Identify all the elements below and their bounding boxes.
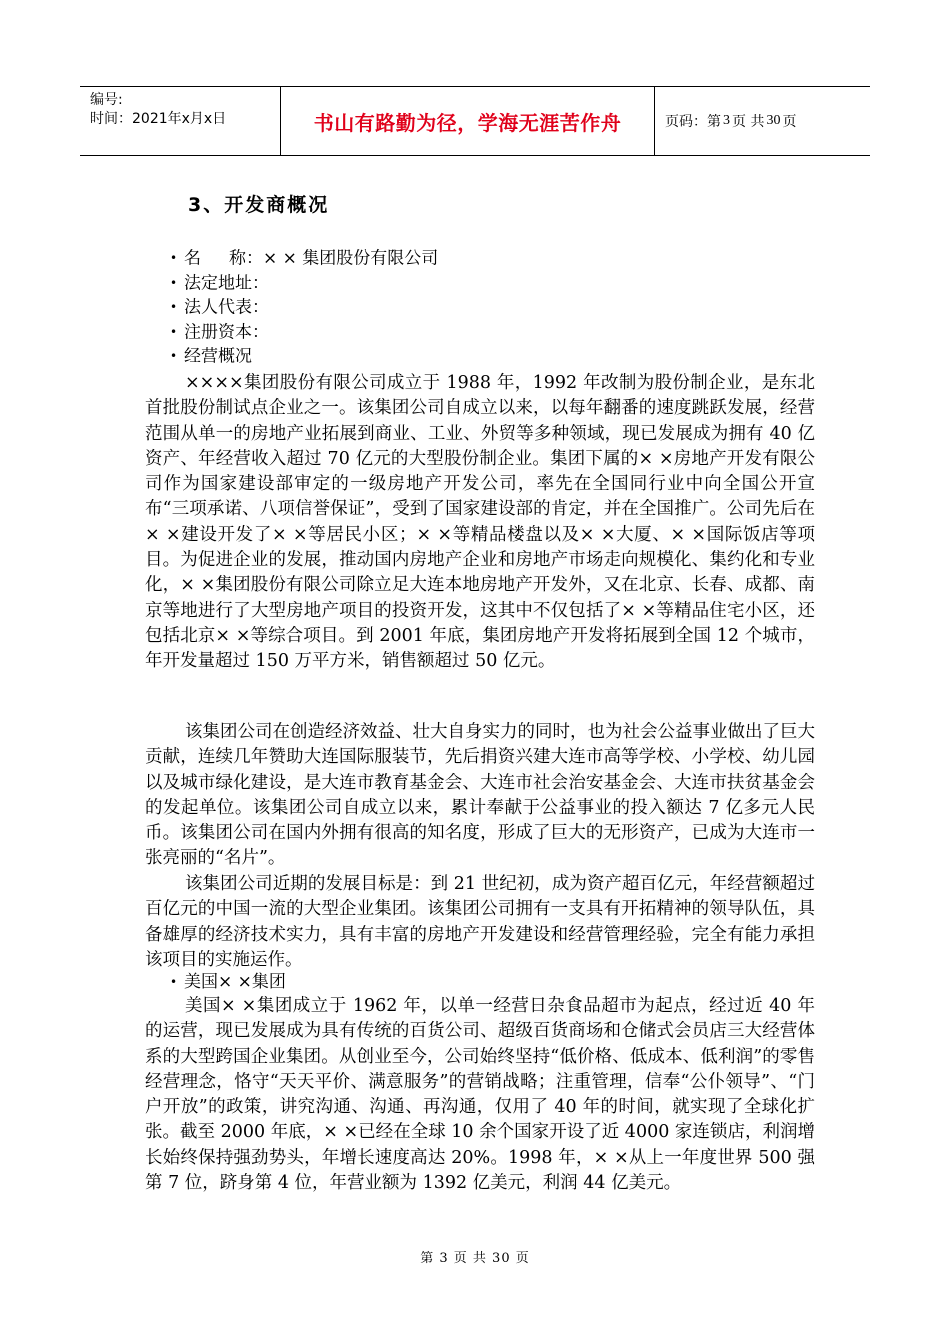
bullet-name bbox=[170, 246, 830, 271]
header-meta-cell bbox=[80, 87, 281, 155]
page-prefix: 页码：第 bbox=[665, 114, 721, 130]
bullet-label: 注册资本： bbox=[184, 321, 269, 342]
page-footer: 第 3 页 共 30 页 bbox=[420, 1251, 530, 1266]
bullet-label: 经营概况 bbox=[184, 346, 252, 367]
bullet-capital bbox=[170, 320, 830, 345]
paragraph-us-group bbox=[145, 994, 815, 1196]
bullet-label: 法定地址： bbox=[184, 272, 269, 293]
paragraph-text: 该集团公司在创造经济效益、壮大自身实力的同时，也为社会公益事业做出了巨大贡献，连续几年赞助大连国际服装节，先后捐资兴建大连市高等学校、小学校、幼儿园以及城市绿化建设，是大连市教育基金会、大连市社会治安基金会、大连市扶贫基金会的发起单位。该集团公司自成立以来，累计奉献于公益事业的投入额达 7 亿多元人民币。该集团公司在国内外拥有很高的知名度，形成了巨大的无形资产，已成为大连市一张亮丽的“名片”。 bbox=[145, 722, 815, 869]
paragraph-text: 美国× ×集团成立于 1962 年，以单一经营日杂食品超市为起点，经过近 40 年的运营，现已发展成为具有传统的百货公司、超级百货商场和仓储式会员店三大经营体系的大型跨国企业集团。从创业至今，公司始终坚持“低价格、低成本、低利润”的零售经营理念，恪守“天天平价、满意服务”的营销战略；注重管理，信奉“公仆领导”、“门户开放”的政策，讲究沟通、沟通、再沟通，仅用了 40 年的时间，就实现了全球化扩张。截至 2000 年底，× ×已经在全球 10 余个国家开设了近 4000 家连锁店，利润增长始终保持强劲势头，年增长速度高达 20%。1998 年，× ×从上一年度世界 500 强第 7 位，跻身第 4 位，年营业额为 1392 亿美元，利润 44 亿美元。 bbox=[145, 996, 815, 1194]
page-mid: 页 共 bbox=[732, 114, 765, 130]
bullet-label-2: 称： bbox=[229, 248, 263, 269]
page-number: 3 bbox=[723, 113, 730, 128]
info-bullet-list bbox=[170, 246, 830, 369]
bullet-dot-icon: • bbox=[170, 275, 178, 290]
code-label: 编号: bbox=[90, 92, 123, 108]
paragraph-text: 该集团公司近期的发展目标是：到 21 世纪初，成为资产超百亿元，年经营额超过百亿元的中国一流的大型企业集团。该集团公司拥有一支具有开拓精神的领导队伍，具备雄厚的经济技术实力，具有丰富的房地产开发建设和经营管理经验，完全有能力承担该项目的实施运作。 bbox=[145, 874, 815, 970]
paragraph-goals bbox=[145, 872, 815, 973]
bullet-legal-rep bbox=[170, 295, 830, 320]
bullet-dot-icon: • bbox=[170, 975, 178, 989]
paragraph-public-welfare bbox=[145, 720, 815, 872]
bullet-value: × × 集团股份有限公司 bbox=[263, 248, 439, 269]
header-motto-cell bbox=[281, 87, 655, 155]
bullet-dot-icon: • bbox=[170, 324, 178, 339]
bullet-label: 名 bbox=[184, 248, 201, 269]
bullet-dot-icon: • bbox=[170, 251, 178, 265]
bullet-address bbox=[170, 271, 830, 296]
motto: 书山有路勤为径，学海无涯苦作舟 bbox=[313, 110, 622, 135]
date-label: 时间：2021年x月x日 bbox=[90, 111, 227, 127]
paragraph-text: ××××集团股份有限公司成立于 1988 年，1992 年改制为股份制企业，是东北首批股份制试点企业之一。该集团公司自成立以来，以每年翻番的速度跳跃发展，经营范围从单一的房地产业拓展到商业、工业、外贸等多种领域，现已发展成为拥有 40 亿资产、年经营收入超过 70 亿元的大型股份制企业。集团下属的× ×房地产开发有限公司作为国家建设部审定的一级房地产开发公司，率先在全国同行业中向全国公开宣布“三项承诺、八项信誉保证”，受到了国家建设部的肯定，并在全国推广。公司先后在× ×建设开发了× ×等居民小区；× ×等精品楼盘以及× ×大厦、× ×国际饭店等项目。为促进企业的发展，推动国内房地产企业和房地产市场走向规模化、集约化和专业化，× ×集团股份有限公司除立足大连本地房地产开发外，又在北京、长春、成都、南京等地进行了大型房地产项目的投资开发，这其中不仅包括了× ×等精品住宅小区，还包括北京× ×等综合项目。到 2001 年底，集团房地产开发将拓展到全国 12 个城市，年开发量超过 150 万平方米，销售额超过 50 亿元。 bbox=[145, 373, 815, 672]
page-total: 30 bbox=[766, 113, 781, 128]
bullet-operations bbox=[170, 344, 830, 369]
bullet-label: 美国× ×集团 bbox=[184, 972, 286, 992]
bullet-dot-icon: • bbox=[170, 349, 178, 363]
page-suffix: 页 bbox=[782, 114, 797, 130]
bullet-dot-icon: • bbox=[170, 300, 178, 314]
header-page-cell bbox=[655, 87, 870, 155]
paragraph-company-overview bbox=[145, 371, 815, 675]
section-title: 3、开发商概况 bbox=[188, 194, 330, 216]
bullet-us-group bbox=[170, 970, 286, 994]
header-table bbox=[80, 86, 870, 156]
bullet-label: 法人代表： bbox=[184, 297, 269, 318]
